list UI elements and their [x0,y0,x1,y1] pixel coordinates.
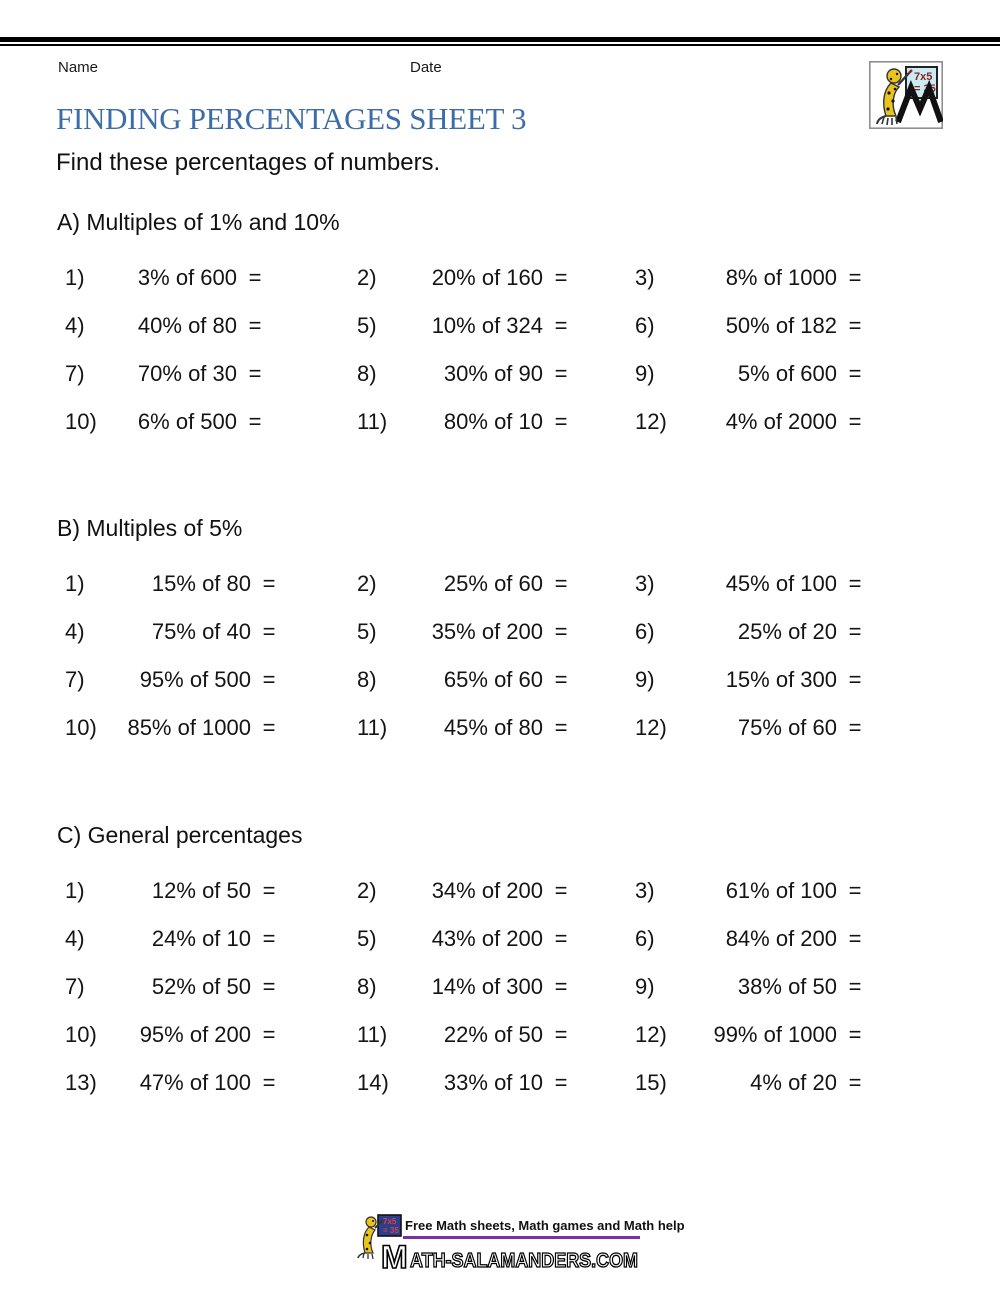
problem-row [57,570,957,598]
equals-sign: = [848,361,862,386]
wordmark-initial: M [381,1241,408,1273]
problem-number: 9) [635,361,655,386]
problem-row [57,877,957,905]
problem-expression: 45% of 100 [725,571,837,596]
wordmark-text: ATH-SALAMANDERS.COM [410,1250,638,1272]
footer-tagline: Free Math sheets, Math games and Math help [405,1218,685,1233]
equals-sign: = [554,361,568,386]
problem-expression: 84% of 200 [725,926,837,951]
equals-sign: = [554,926,568,951]
equals-sign: = [248,361,262,386]
problem-number: 3) [635,571,655,596]
problem-row [57,264,957,292]
problem-number: 6) [635,313,655,338]
problem-expression: 30% of 90 [443,361,543,386]
equals-sign: = [554,313,568,338]
footer-accent-line [403,1236,640,1239]
problem-expression: 5% of 600 [737,361,837,386]
problem-row [57,408,957,436]
equals-sign: = [554,667,568,692]
problem-number: 2) [357,571,377,596]
problem-expression: 22% of 50 [443,1022,543,1047]
equals-sign: = [554,715,568,740]
problem-number: 6) [635,619,655,644]
problem-expression: 12% of 50 [151,878,251,903]
equals-sign: = [848,265,862,290]
problem-number: 5) [357,926,377,951]
problem-row [57,618,957,646]
equals-sign: = [848,1070,862,1095]
equals-sign: = [248,409,262,434]
problem-number: 4) [65,619,85,644]
problem-number: 1) [65,571,85,596]
problem-number: 7) [65,361,85,386]
problem-number: 2) [357,265,377,290]
footer [353,1211,685,1275]
problem-number: 4) [65,313,85,338]
equals-sign: = [848,974,862,999]
equals-sign: = [554,265,568,290]
problem-row [57,312,957,340]
problem-expression: 15% of 80 [151,571,251,596]
date-label: Date [410,59,442,76]
problem-number: 8) [357,361,377,386]
equals-sign: = [262,974,276,999]
section-B [57,514,957,762]
footer-board-text-1: 7x5 [383,1217,397,1226]
problem-expression: 6% of 500 [137,409,237,434]
equals-sign: = [848,715,862,740]
section-heading: B) Multiples of 5% [57,515,243,541]
problem-expression: 50% of 182 [725,313,837,338]
section-heading: A) Multiples of 1% and 10% [57,209,340,235]
top-border-rule [0,37,1000,46]
site-logo [869,61,943,129]
equals-sign: = [848,878,862,903]
problem-number: 11) [357,1022,388,1047]
problem-expression: 25% of 60 [443,571,543,596]
equals-sign: = [262,571,276,596]
equals-sign: = [848,409,862,434]
problem-row [57,1069,957,1097]
problem-row [57,666,957,694]
name-label: Name [58,59,99,76]
problem-expression: 75% of 40 [151,619,251,644]
problem-expression: 35% of 200 [431,619,543,644]
problem-row [57,714,957,742]
problem-expression: 47% of 100 [139,1070,251,1095]
problem-expression: 80% of 10 [443,409,543,434]
problem-number: 1) [65,265,85,290]
problem-number: 15) [635,1070,667,1095]
problem-number: 3) [635,265,655,290]
problem-row [57,925,957,953]
equals-sign: = [848,926,862,951]
problem-number: 10) [65,1022,97,1047]
footer-wordmark [381,1241,643,1273]
problem-number: 8) [357,667,377,692]
problem-expression: 85% of 1000 [127,715,251,740]
problem-expression: 75% of 60 [737,715,837,740]
equals-sign: = [262,1070,276,1095]
equals-sign: = [554,974,568,999]
problem-number: 12) [635,1022,667,1047]
problem-number: 14) [357,1070,389,1095]
section-C [57,821,957,1117]
section-A [57,208,957,456]
problem-number: 11) [357,409,388,434]
problem-expression: 40% of 80 [137,313,237,338]
salamander-logo-icon [869,61,943,129]
problem-number: 8) [357,974,377,999]
problem-expression: 95% of 500 [139,667,251,692]
equals-sign: = [262,1022,276,1047]
problem-expression: 52% of 50 [151,974,251,999]
problem-expression: 65% of 60 [443,667,543,692]
problem-expression: 99% of 1000 [713,1022,837,1047]
equals-sign: = [554,409,568,434]
equals-sign: = [262,619,276,644]
problem-expression: 45% of 80 [443,715,543,740]
problem-number: 3) [635,878,655,903]
equals-sign: = [848,1022,862,1047]
problem-expression: 33% of 10 [443,1070,543,1095]
problem-number: 6) [635,926,655,951]
equals-sign: = [554,1070,568,1095]
problem-row [57,360,957,388]
problem-number: 7) [65,974,85,999]
problem-expression: 15% of 300 [725,667,837,692]
equals-sign: = [248,313,262,338]
problem-number: 11) [357,715,388,740]
problem-expression: 10% of 324 [431,313,543,338]
equals-sign: = [262,667,276,692]
equals-sign: = [262,926,276,951]
problem-expression: 25% of 20 [737,619,837,644]
problem-expression: 20% of 160 [431,265,543,290]
footer-board-text-2: = 35 [383,1226,399,1235]
logo-board-text-2: = 35 [914,83,936,95]
page-title: FINDING PERCENTAGES SHEET 3 [56,101,527,136]
problem-expression: 14% of 300 [431,974,543,999]
problem-number: 2) [357,878,377,903]
problem-expression: 34% of 200 [431,878,543,903]
logo-board-text-1: 7x5 [914,71,933,83]
equals-sign: = [848,571,862,596]
instructions-text: Find these percentages of numbers. [56,149,441,176]
footer-salamander-icon [355,1213,403,1259]
problem-number: 4) [65,926,85,951]
problem-expression: 3% of 600 [137,265,237,290]
problem-number: 10) [65,715,97,740]
problem-expression: 43% of 200 [431,926,543,951]
equals-sign: = [848,313,862,338]
problem-number: 13) [65,1070,97,1095]
problem-number: 10) [65,409,97,434]
problem-number: 12) [635,409,667,434]
problem-number: 5) [357,619,377,644]
problem-expression: 95% of 200 [139,1022,251,1047]
problem-expression: 24% of 10 [151,926,251,951]
problem-expression: 4% of 2000 [725,409,837,434]
problem-number: 7) [65,667,85,692]
problem-expression: 61% of 100 [725,878,837,903]
equals-sign: = [248,265,262,290]
equals-sign: = [262,715,276,740]
problem-row [57,1021,957,1049]
section-heading: C) General percentages [57,822,303,848]
equals-sign: = [848,619,862,644]
problem-row [57,973,957,1001]
problem-number: 1) [65,878,85,903]
problem-expression: 38% of 50 [737,974,837,999]
equals-sign: = [554,878,568,903]
equals-sign: = [554,571,568,596]
equals-sign: = [262,878,276,903]
problem-expression: 8% of 1000 [725,265,837,290]
problem-expression: 4% of 20 [750,1070,837,1095]
problem-number: 9) [635,667,655,692]
problem-number: 5) [357,313,377,338]
equals-sign: = [554,1022,568,1047]
problem-expression: 70% of 30 [137,361,237,386]
problem-number: 9) [635,974,655,999]
equals-sign: = [554,619,568,644]
equals-sign: = [848,667,862,692]
problem-number: 12) [635,715,667,740]
